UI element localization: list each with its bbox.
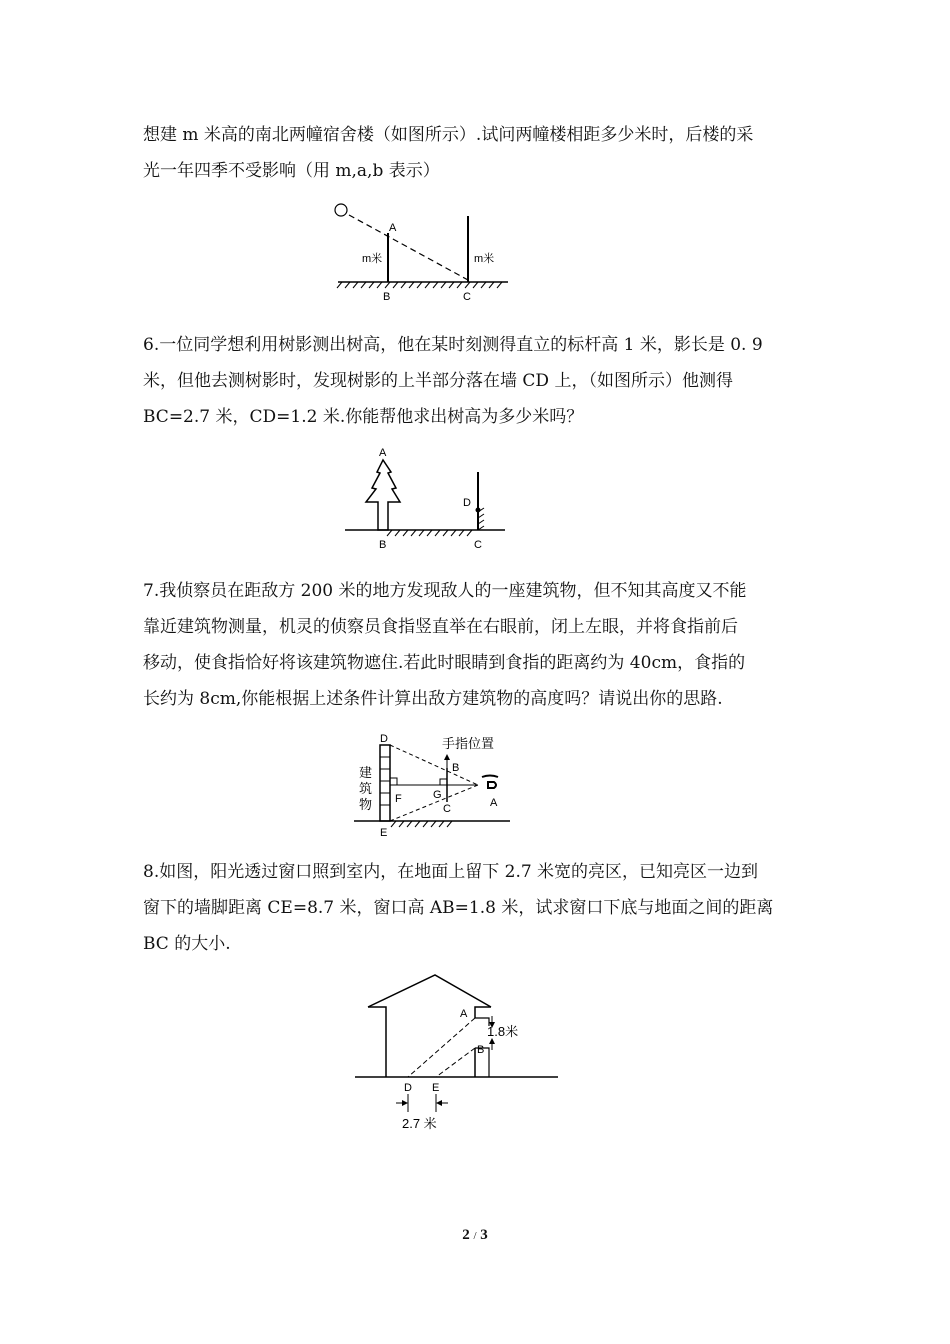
- page-total: 3: [480, 1227, 488, 1243]
- bright-width-label: 2.7 米: [402, 1116, 437, 1131]
- tree-icon: [366, 460, 400, 530]
- q7-figure: [350, 730, 520, 842]
- light-ray-b: [436, 1048, 475, 1077]
- ground-hatching: [391, 821, 452, 827]
- light-ray-a: [408, 1018, 475, 1077]
- label-e: E: [432, 1082, 440, 1094]
- label-e: E: [380, 827, 388, 839]
- q7-line-2: 靠近建筑物测量，机灵的侦察员食指竖直举在右眼前，闭上左眼，并将食指前后: [143, 617, 738, 637]
- q5-line-2: 光一年四季不受影响（用 m,a,b 表示）: [143, 161, 440, 181]
- ground-hatching: [337, 282, 502, 288]
- q8-figure: [350, 970, 565, 1135]
- label-b: B: [477, 1044, 485, 1056]
- label-d: D: [404, 1082, 412, 1094]
- building-floors: [380, 757, 390, 805]
- right-angle-f: [390, 778, 397, 785]
- house-roof: [368, 975, 491, 1007]
- house-left-eave: [368, 1007, 386, 1077]
- q7-line-1: 7.我侦察员在距敌方 200 米的地方发现敌人的一座建筑物，但不知其高度又不能: [143, 581, 747, 601]
- label-f: F: [395, 793, 402, 805]
- q5-line-1: 想建 m 米高的南北两幢宿舍楼（如图所示）.试问两幢楼相距多少米时，后楼的采: [143, 125, 754, 145]
- label-g: G: [433, 789, 442, 801]
- page-current: 2: [462, 1227, 470, 1243]
- dim-arrow-right-icon: [402, 1100, 408, 1106]
- sun-ray-line: [349, 215, 468, 280]
- height-label-right: m米: [474, 253, 495, 265]
- building-rect: [380, 745, 390, 821]
- label-d: D: [463, 497, 471, 509]
- sight-line-top: [390, 745, 478, 785]
- right-angle-g: [440, 779, 447, 785]
- q5-text: [143, 117, 808, 189]
- eye-icon: [482, 776, 498, 789]
- dim-arrow-left-icon: [436, 1100, 442, 1106]
- building-char-1: 建: [359, 765, 373, 780]
- label-a: A: [460, 1008, 468, 1020]
- label-c: C: [443, 803, 451, 815]
- q6-line-3: BC=2.7 米，CD=1.2 米.你能帮他求出树高为多少米吗？: [143, 407, 584, 427]
- label-c: C: [463, 291, 471, 303]
- q8-text: [143, 854, 808, 962]
- height-label-left: m米: [362, 253, 383, 265]
- q6-text: [143, 327, 808, 435]
- q8-line-1: 8.如图，阳光透过窗口照到室内，在地面上留下 2.7 米宽的亮区，已知亮区一边到: [143, 862, 759, 882]
- page-number: [0, 1227, 950, 1244]
- label-b: B: [379, 539, 387, 551]
- label-c: C: [474, 539, 482, 551]
- sun-icon: [335, 204, 347, 216]
- house-right-wall-upper: [475, 1007, 491, 1018]
- q6-line-1: 6.一位同学想利用树影测出树高，他在某时刻测得直立的标杆高 1 米，影长是 0. 9: [143, 335, 763, 355]
- label-a: A: [490, 797, 498, 809]
- q5-figure: [330, 200, 515, 305]
- label-a: A: [379, 447, 387, 459]
- q8-line-2: 窗下的墙脚距离 CE=8.7 米，窗口高 AB=1.8 米，试求窗口下底与地面之间的距离: [143, 898, 774, 918]
- label-b: B: [452, 762, 460, 774]
- finger-position-label: 手指位置: [442, 736, 495, 751]
- building-char-3: 物: [359, 797, 373, 812]
- label-a: A: [389, 222, 397, 234]
- q6-line-2: 米，但他去测树影时，发现树影的上半部分落在墙 CD 上，（如图所示）他测得: [143, 371, 733, 391]
- window-height-label: 1.8米: [487, 1024, 519, 1039]
- label-d: D: [380, 733, 388, 745]
- q7-line-4: 长约为 8cm,你能根据上述条件计算出敌方建筑物的高度吗？请说出你的思路.: [143, 689, 723, 709]
- label-b: B: [383, 291, 391, 303]
- q7-line-3: 移动，使食指恰好将该建筑物遮住.若此时眼睛到食指的距离约为 40cm，食指的: [143, 653, 746, 673]
- building-char-2: 筑: [359, 781, 373, 796]
- q6-figure: [340, 442, 510, 554]
- q7-text: [143, 573, 808, 717]
- page-separator: /: [473, 1230, 477, 1242]
- ground-hatching: [387, 530, 472, 536]
- finger-arrow-icon: [444, 754, 450, 760]
- point-d: [476, 508, 481, 513]
- q8-line-3: BC 的大小.: [143, 934, 231, 954]
